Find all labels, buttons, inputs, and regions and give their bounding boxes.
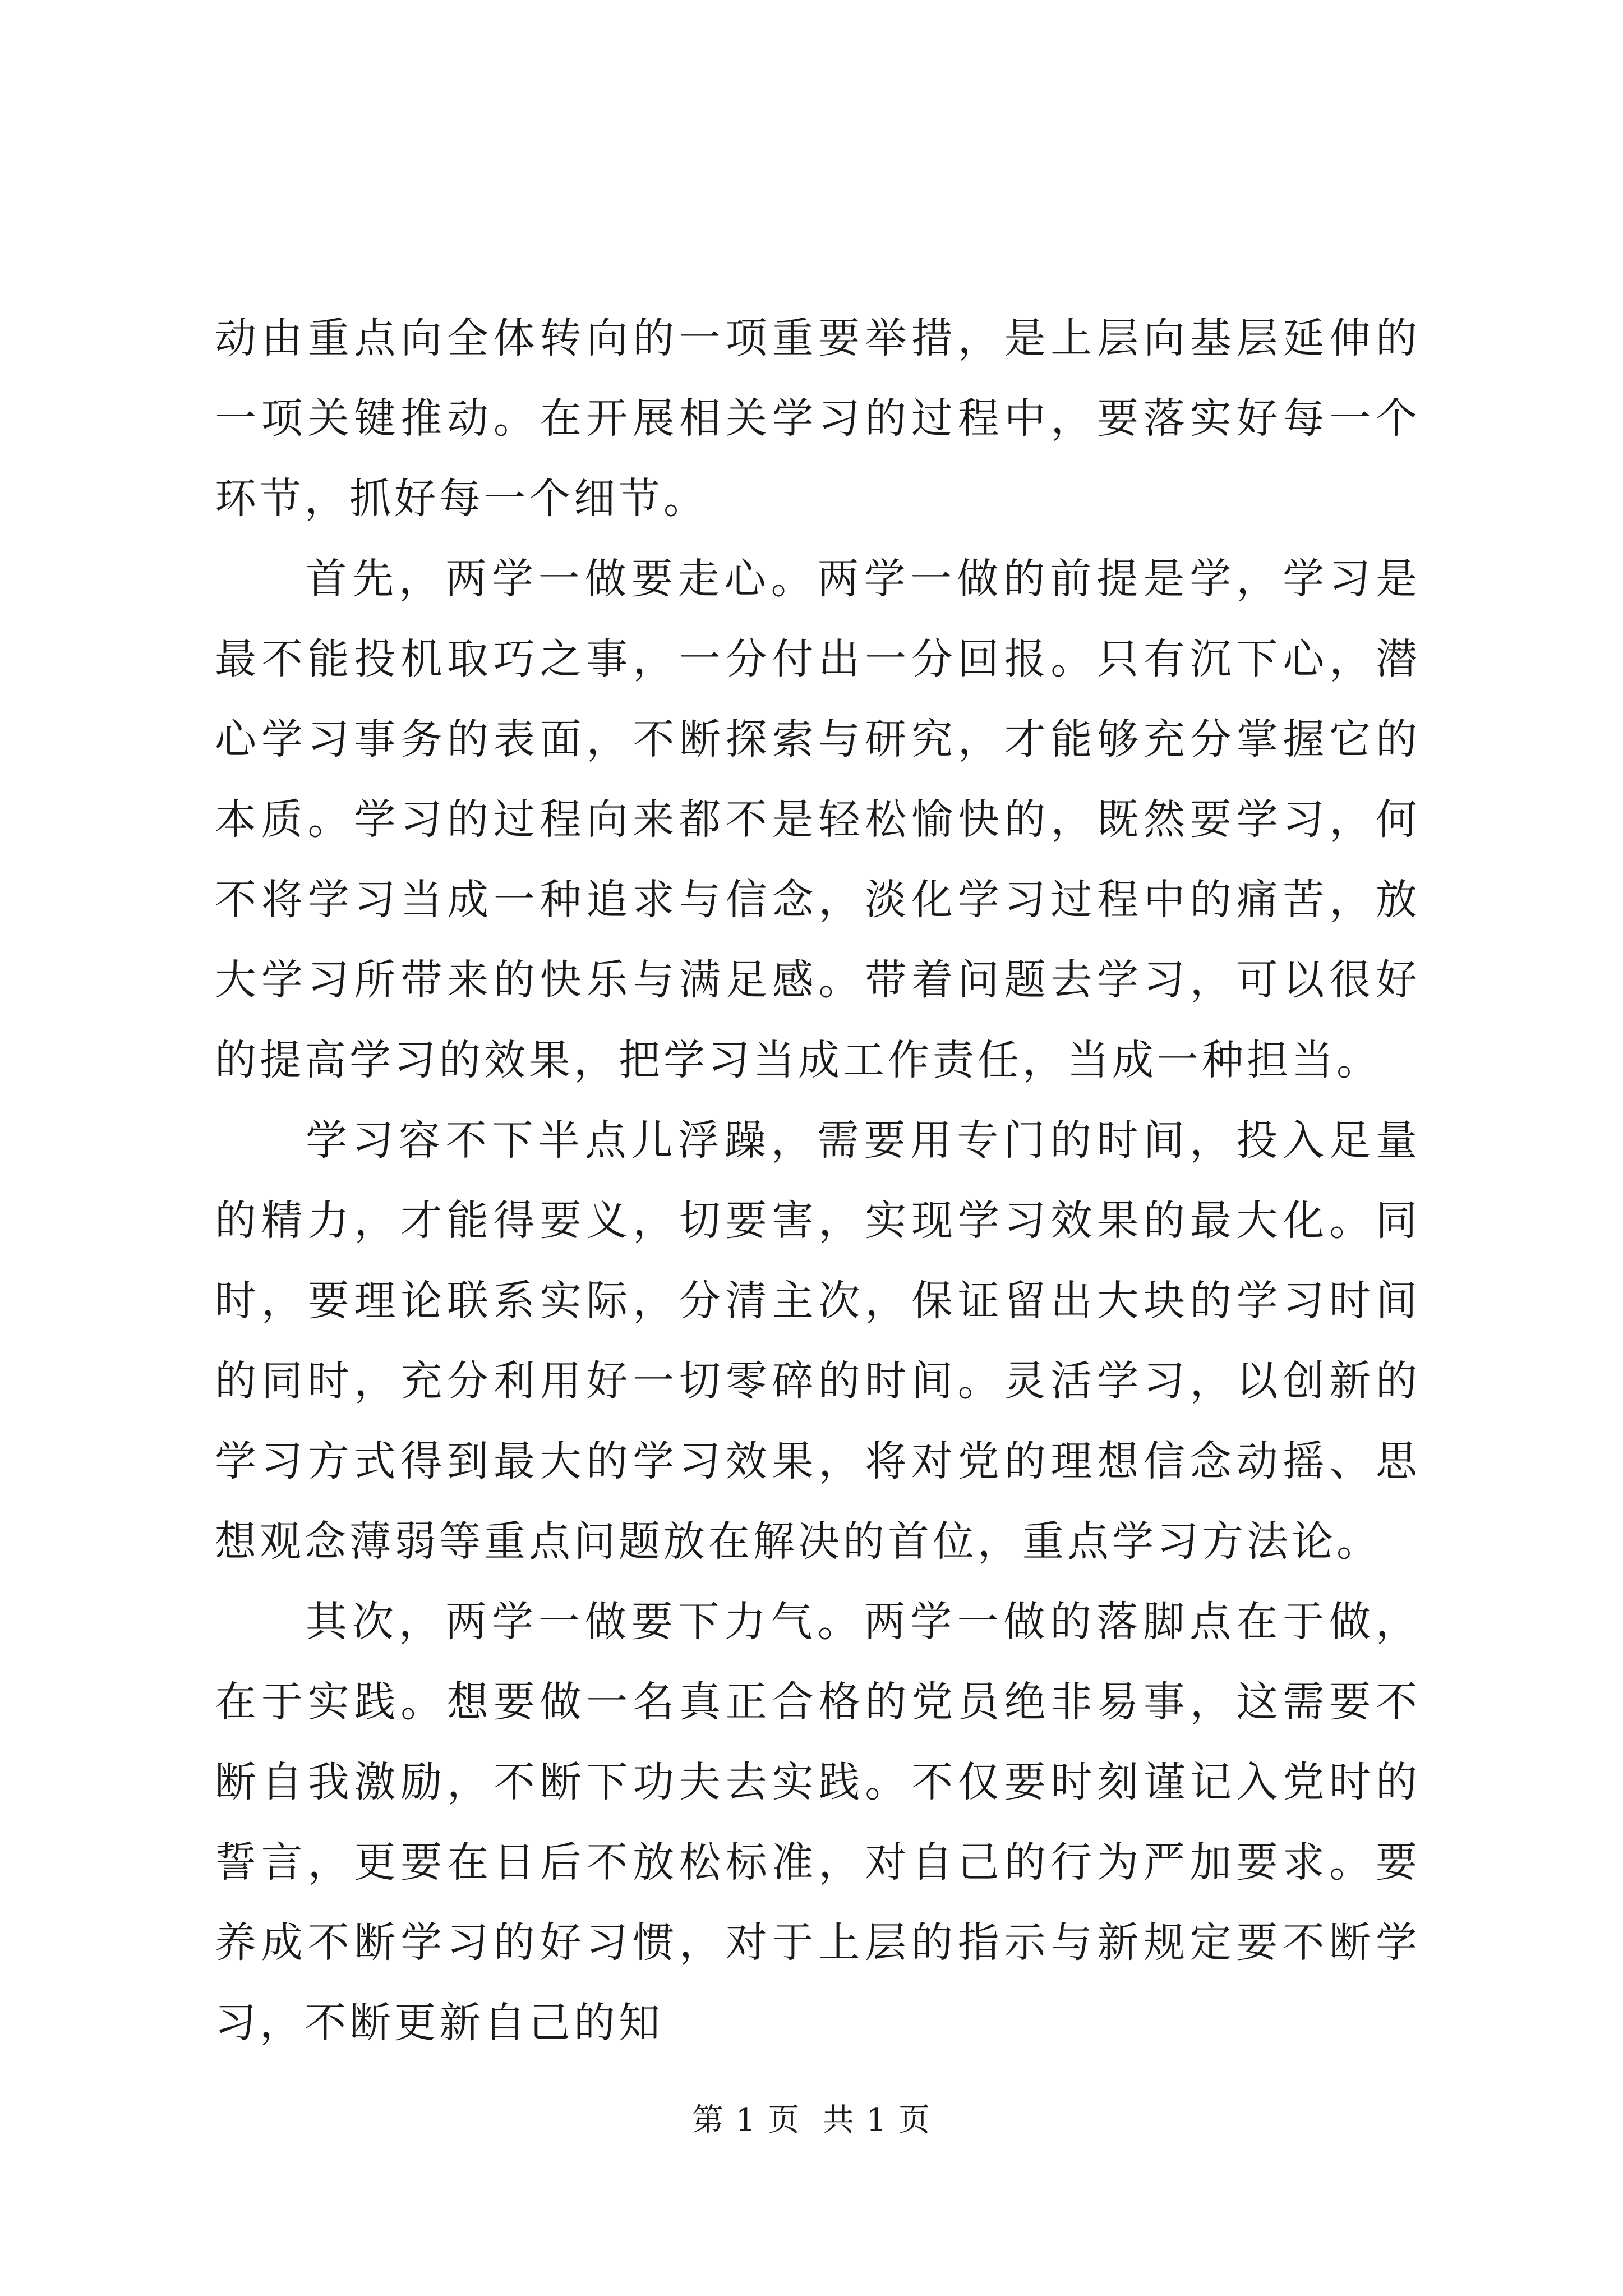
paragraph-1: 动由重点向全体转向的一项重要举措，是上层向基层延伸的一项关键推动。在开展相关学习的过程中，要落实好每一个环节，抓好每一个细节。 — [215, 314, 1421, 523]
page-number: 第 1 页 共 1 页 — [691, 2102, 932, 2138]
document-body — [215, 298, 1421, 2063]
paragraph-2: 首先，两学一做要走心。两学一做的前提是学，学习是最不能投机取巧之事，一分付出一分回报。只有沉下心，潜心学习事务的表面，不断探索与研究，才能够充分掌握它的本质。学习的过程向来都不是轻松愉快的，既然要学习，何不将学习当成一种追求与信念，淡化学习过程中的痛苦，放大学习所带来的快乐与满足感。带着问题去学习，可以很好的提高学习的效果，把学习当成工作责任，当成一种担当。 — [215, 555, 1421, 1084]
page-footer — [0, 2101, 1623, 2140]
paragraph-4: 其次，两学一做要下力气。两学一做的落脚点在于做，在于实践。想要做一名真正合格的党员绝非易事，这需要不断自我激励，不断下功夫去实践。不仅要时刻谨记入党时的誓言，更要在日后不放松标准，对自己的行为严加要求。要养成不断学习的好习惯，对于上层的指示与新规定要不断学习，不断更新自己的知 — [215, 1598, 1421, 2047]
paragraph-3: 学习容不下半点儿浮躁，需要用专门的时间，投入足量的精力，才能得要义，切要害，实现学习效果的最大化。同时，要理论联系实际，分清主次，保证留出大块的学习时间的同时，充分利用好一切零碎的时间。灵活学习，以创新的学习方式得到最大的学习效果，将对党的理想信念动摇、思想观念薄弱等重点问题放在解决的首位，重点学习方法论。 — [215, 1116, 1421, 1566]
